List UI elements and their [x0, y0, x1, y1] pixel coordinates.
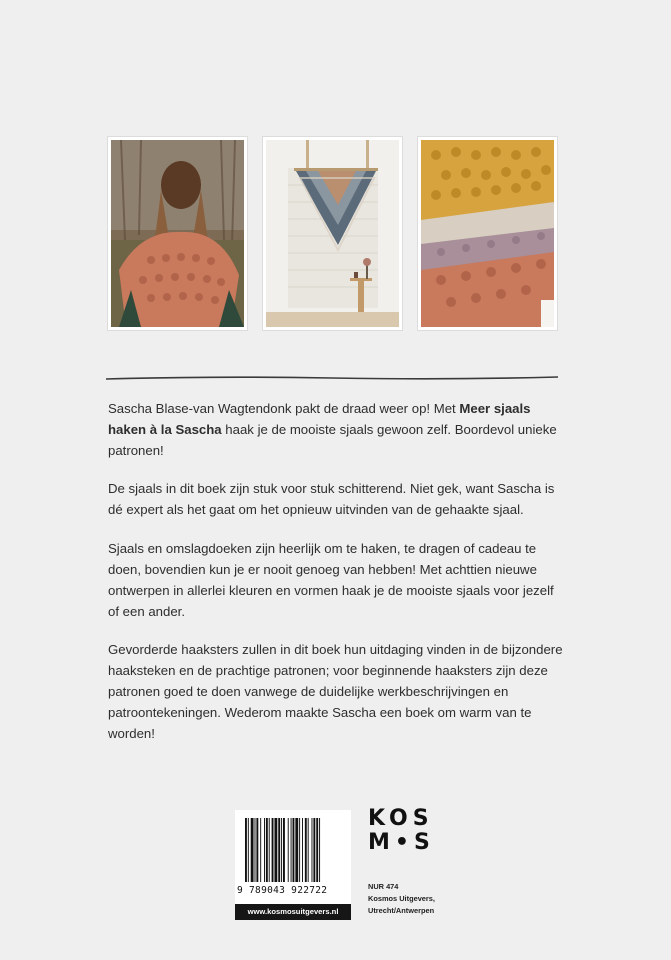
- isbn-number: 9 789043 922722: [237, 885, 328, 896]
- woman-wearing-shawl-image: [111, 140, 244, 327]
- divider-line: [106, 374, 558, 382]
- hanging-shawl-photo: [263, 137, 402, 330]
- publisher-name: Kosmos Uitgevers,: [368, 894, 435, 903]
- hanging-shawl-image: [266, 140, 399, 327]
- nur-code: NUR 474: [368, 882, 399, 891]
- description-paragraph-1: Sascha Blase-van Wagtendonk pakt de draad weer op! Met Meer sjaals haken à la Sascha haak je de mooiste sjaals gewoon zelf. Boordevol unieke patronen!: [108, 401, 557, 458]
- logo-line-1: KOS: [368, 806, 434, 831]
- book-title: Meer sjaals haken à la Sascha: [108, 401, 531, 437]
- publisher-url: www.kosmosuitgevers.nl: [235, 904, 351, 920]
- publisher-city: Utrecht/Antwerpen: [368, 906, 435, 915]
- description-paragraph-3: Sjaals en omslagdoeken zijn heerlijk om te haken, te dragen of cadeau te doen, bovendien kun je er nooit genoeg van hebben! Met achttien nieuwe ontwerpen in allerlei kleuren en vormen haak je de mooiste sjaals voor jezelf of een ander.: [108, 541, 554, 619]
- woman-wearing-shawl-photo: [108, 137, 247, 330]
- folded-shawls-image: [421, 140, 554, 327]
- description-paragraph-4: Gevorderde haaksters zullen in dit boek hun uitdaging vinden in de bijzondere haaksteken en de prachtige patronen; voor beginnende haaksters zijn deze patronen goed te doen vanwege de duidelijke werkbeschrijvingen en patroontekeningen. Wederom maakte Sascha een boek om warm van te worden!: [108, 642, 563, 741]
- isbn-barcode: [235, 810, 351, 920]
- kosmos-logo: [368, 806, 435, 857]
- folded-shawls-photo: [418, 137, 557, 330]
- description-paragraph-2: De sjaals in dit boek zijn stuk voor stuk schitterend. Niet gek, want Sascha is dé expert als het gaat om het opnieuw uitvinden van de gehaakte sjaal.: [108, 481, 555, 517]
- barcode-bars: [235, 810, 351, 886]
- logo-line-2: M•S: [368, 830, 435, 855]
- imprint-block: [368, 881, 488, 917]
